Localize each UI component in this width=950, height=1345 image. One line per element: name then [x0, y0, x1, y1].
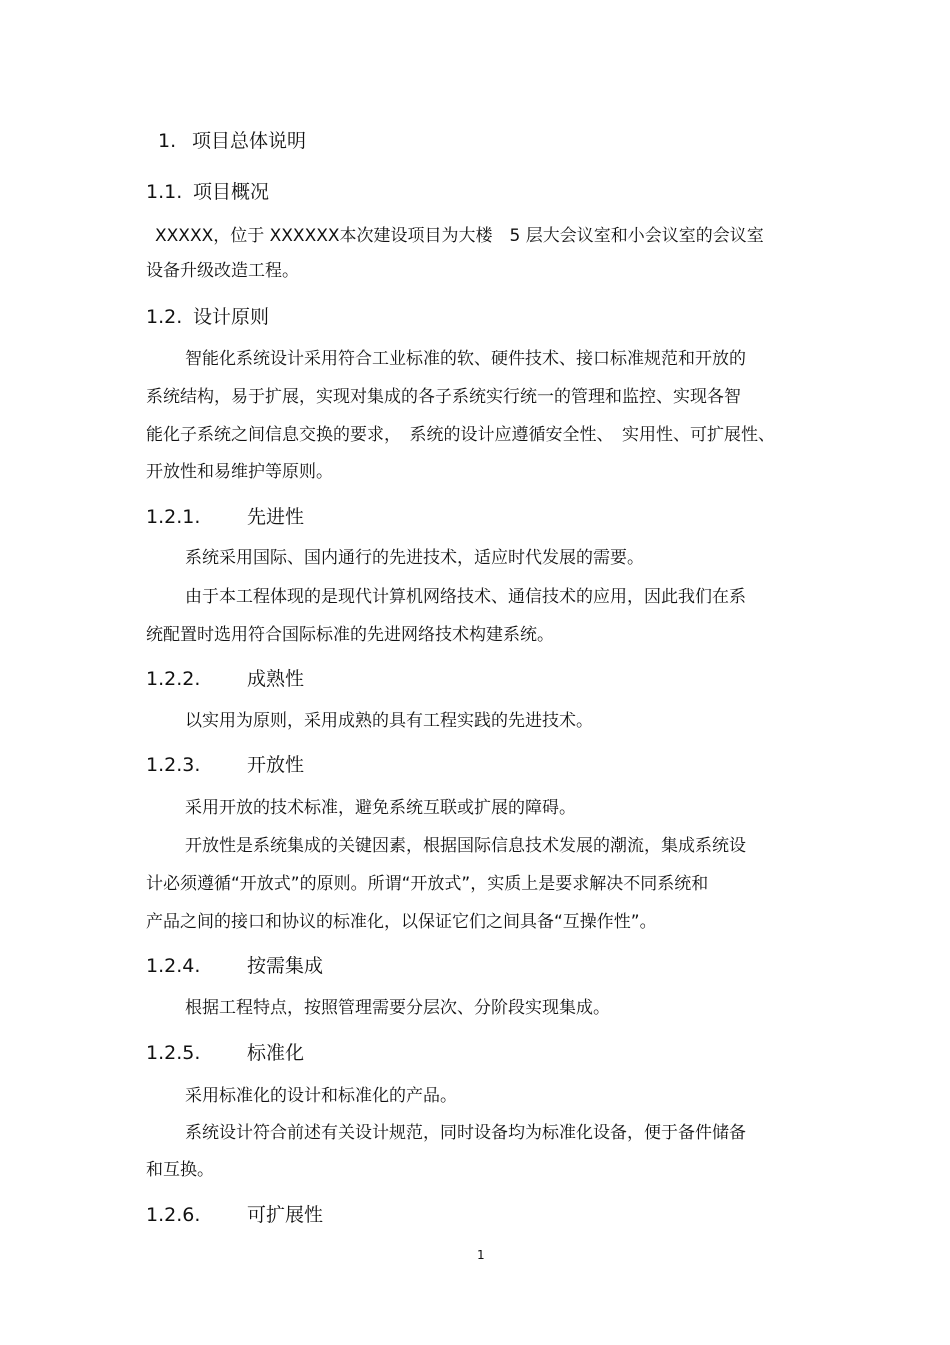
- paragraph-line: 以实用为原则，采用成熟的具有工程实践的先进技术。: [185, 711, 593, 731]
- paragraph-line: 开放性和易维护等原则。: [146, 462, 333, 482]
- heading-1-2-3: [146, 753, 304, 777]
- heading-number: 1.: [158, 130, 177, 152]
- heading-1-1: [146, 180, 269, 204]
- heading-number: 1.2.2.: [146, 668, 201, 690]
- heading-number: 1.2.5.: [146, 1042, 201, 1064]
- paragraph-line: 根据工程特点，按照管理需要分层次、分阶段实现集成。: [185, 998, 610, 1018]
- heading-number: 1.2.4.: [146, 955, 201, 977]
- paragraph-line: 智能化系统设计采用符合工业标准的软、硬件技术、接口标准规范和开放的: [185, 349, 746, 369]
- heading-1: [158, 129, 306, 153]
- paragraph-line: 能化子系统之间信息交换的要求， 系统的设计应遵循安全性、 实用性、可扩展性、: [146, 425, 775, 445]
- heading-title: 可扩展性: [247, 1204, 324, 1226]
- heading-title: 项目概况: [193, 181, 270, 203]
- paragraph-line: 系统采用国际、国内通行的先进技术，适应时代发展的需要。: [185, 548, 644, 568]
- paragraph-line: 和互换。: [146, 1160, 214, 1180]
- heading-number: 1.2.6.: [146, 1204, 201, 1226]
- heading-1-2-2: [146, 667, 304, 691]
- paragraph-line: 计必须遵循“开放式”的原则。所谓“开放式”，实质上是要求解决不同系统和: [146, 874, 709, 894]
- heading-title: 项目总体说明: [192, 130, 307, 152]
- heading-1-2-1: [146, 505, 304, 529]
- paragraph-line: 采用开放的技术标准，避免系统互联或扩展的障碍。: [185, 798, 576, 818]
- heading-title: 按需集成: [247, 955, 324, 977]
- paragraph-line: 设备升级改造工程。: [146, 261, 299, 281]
- heading-number: 1.2.: [146, 306, 183, 328]
- heading-number: 1.1.: [146, 181, 183, 203]
- paragraph-line: 产品之间的接口和协议的标准化，以保证它们之间具备“互操作性”。: [146, 912, 657, 932]
- page-number: 1: [477, 1248, 485, 1262]
- heading-title: 先进性: [247, 506, 305, 528]
- heading-1-2-4: [146, 954, 323, 978]
- heading-title: 设计原则: [193, 306, 270, 328]
- paragraph-line: XXXXX，位于 XXXXXX本次建设项目为大楼 5 层大会议室和小会议室的会议室: [155, 226, 764, 246]
- paragraph-line: 系统设计符合前述有关设计规范，同时设备均为标准化设备，便于备件储备: [185, 1123, 746, 1143]
- paragraph-line: 采用标准化的设计和标准化的产品。: [185, 1086, 457, 1106]
- heading-1-2: [146, 305, 269, 329]
- paragraph-line: 由于本工程体现的是现代计算机网络技术、通信技术的应用，因此我们在系: [185, 587, 746, 607]
- paragraph-line: 统配置时选用符合国际标准的先进网络技术构建系统。: [146, 625, 554, 645]
- heading-number: 1.2.1.: [146, 506, 201, 528]
- heading-number: 1.2.3.: [146, 754, 201, 776]
- heading-1-2-5: [146, 1041, 304, 1065]
- heading-title: 成熟性: [247, 668, 305, 690]
- heading-1-2-6: [146, 1203, 323, 1227]
- heading-title: 开放性: [247, 754, 305, 776]
- paragraph-line: 开放性是系统集成的关键因素，根据国际信息技术发展的潮流，集成系统设: [185, 836, 746, 856]
- paragraph-line: 系统结构，易于扩展，实现对集成的各子系统实行统一的管理和监控、实现各智: [146, 387, 741, 407]
- heading-title: 标准化: [247, 1042, 305, 1064]
